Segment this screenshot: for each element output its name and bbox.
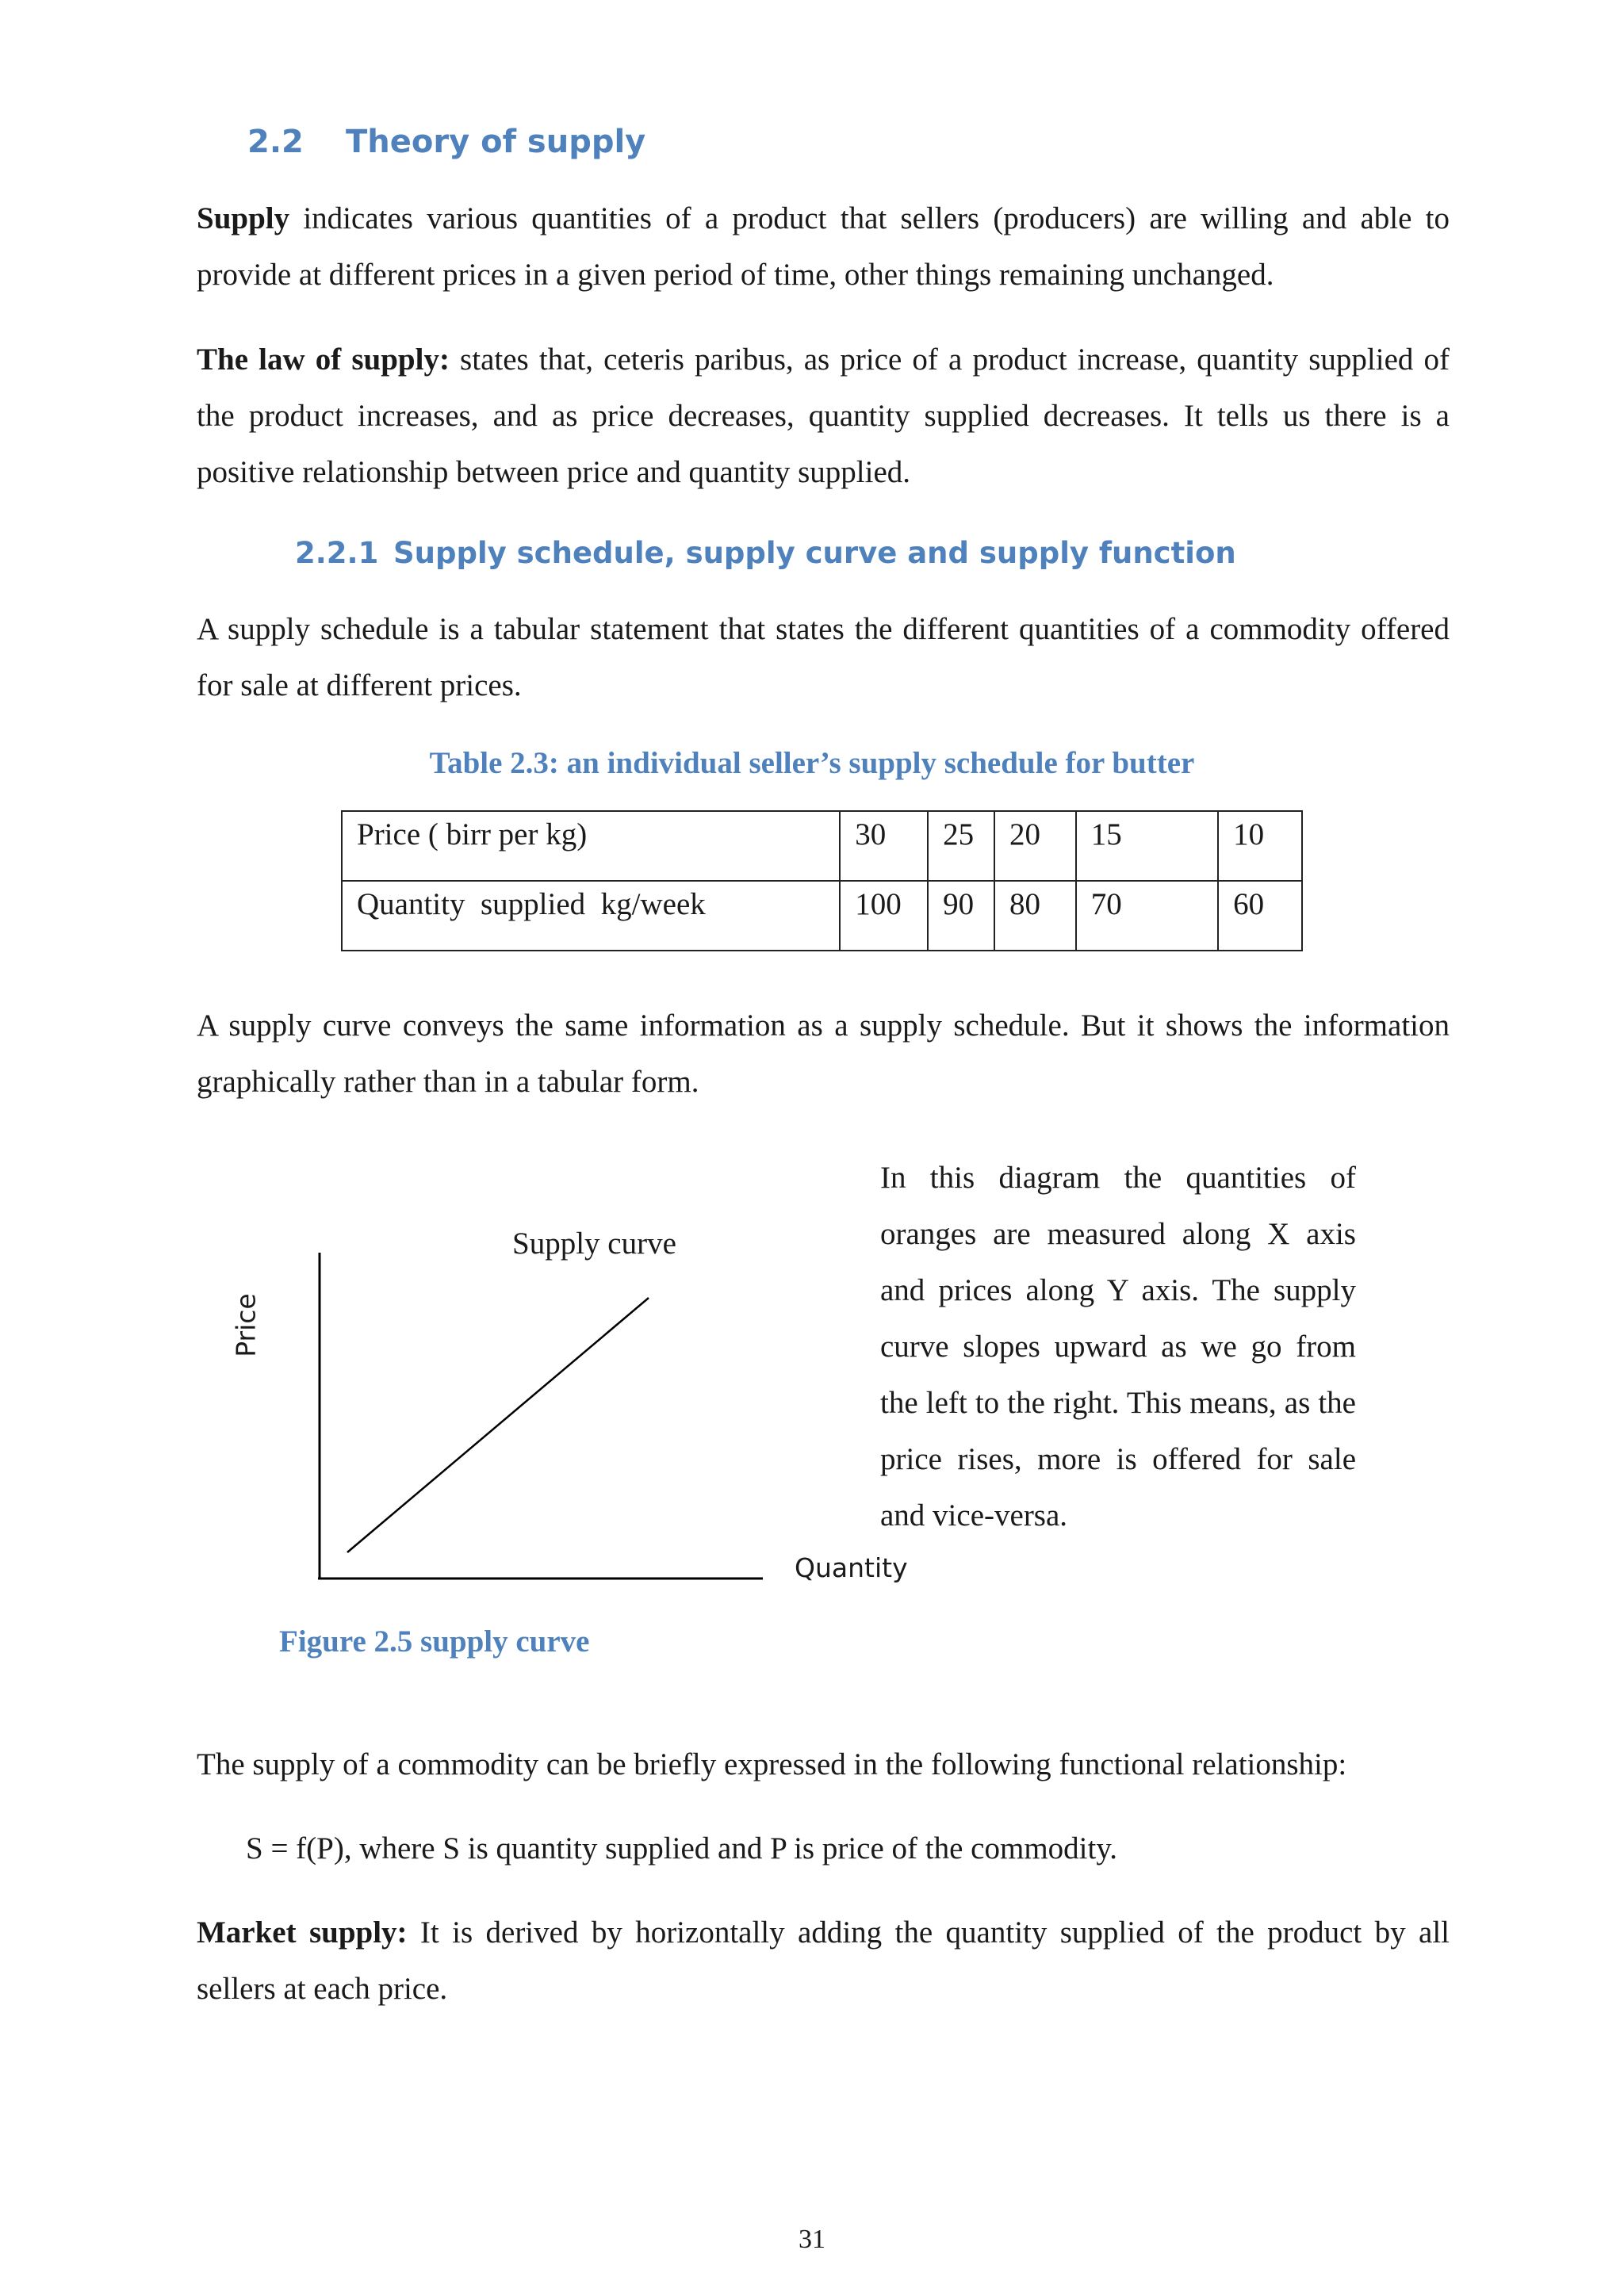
supply-definition-paragraph: [197, 190, 1450, 303]
market-supply-paragraph: [197, 1904, 1450, 2017]
table-cell: 60: [1218, 881, 1302, 951]
market-supply-text: It is derived by horizontally adding the quantity supplied of the product by all sellers at each price.: [197, 1915, 1450, 2006]
function-intro-paragraph: The supply of a commodity can be briefly expressed in the following functional relationship:: [197, 1747, 1347, 1781]
table-caption: Table 2.3: an individual seller’s supply schedule for butter: [429, 746, 1195, 780]
x-axis-label: Quantity: [795, 1552, 908, 1583]
y-axis-label: Price: [230, 1293, 262, 1357]
table-cell: 25: [928, 811, 994, 881]
supply-curve-label: Supply curve: [512, 1226, 676, 1261]
table-cell: 100: [840, 881, 928, 951]
table-cell: 80: [994, 881, 1076, 951]
table-row-quantity: [342, 881, 1302, 951]
subsection-heading: [295, 536, 1236, 570]
figure-description-paragraph: In this diagram the quantities of oranges are measured along X axis and prices along Y axis. The supply curve slopes upward as we go from the left to the right. This means, as the price rises, more is offered for sale and vice-versa.: [880, 1161, 1356, 1533]
table-cell: 20: [994, 811, 1076, 881]
table-cell-label: Price ( birr per kg): [342, 811, 840, 881]
table-cell-label: Quantity supplied kg/week: [342, 881, 840, 951]
supply-curve-figure: [301, 1245, 777, 1594]
table-cell: 70: [1076, 881, 1218, 951]
supply-schedule-table: [341, 810, 1303, 951]
table-cell: 30: [840, 811, 928, 881]
section-heading: [247, 124, 645, 160]
subsection-title: Supply schedule, supply curve and supply function: [393, 536, 1236, 570]
law-of-supply-text: states that, ceteris paribus, as price of a product increase, quantity supplied of the product increases, and as price decreases, quantity supplied decreases. It tells us there is a positive relationship between price and quantity supplied.: [197, 342, 1450, 489]
page-number: 31: [799, 2225, 825, 2254]
market-supply-term: Market supply:: [197, 1915, 408, 1950]
supply-definition-text: indicates various quantities of a product that sellers (producers) are willing and able to provide at different prices in a given period of time, other things remaining unchanged.: [197, 201, 1450, 292]
function-formula: S = f(P), where S is quantity supplied and P is price of the commodity.: [246, 1831, 1118, 1866]
table-cell: 10: [1218, 811, 1302, 881]
table-cell: 15: [1076, 811, 1218, 881]
figure-caption: Figure 2.5 supply curve: [279, 1624, 590, 1659]
supply-term: Supply: [197, 201, 290, 235]
law-of-supply-paragraph: [197, 331, 1450, 500]
schedule-intro-paragraph: A supply schedule is a tabular statement that states the different quantities of a commodity offered for sale at different prices.: [197, 612, 1450, 702]
law-of-supply-term: The law of supply:: [197, 342, 450, 377]
table-cell: 90: [928, 881, 994, 951]
table-row-price: [342, 811, 1302, 881]
subsection-number: 2.2.1: [295, 536, 379, 570]
section-number: 2.2: [247, 124, 304, 160]
supply-curve-line: [347, 1298, 649, 1552]
section-title: Theory of supply: [346, 124, 646, 160]
curve-intro-paragraph: A supply curve conveys the same information as a supply schedule. But it shows the information graphically rather than in a tabular form.: [197, 1008, 1450, 1099]
